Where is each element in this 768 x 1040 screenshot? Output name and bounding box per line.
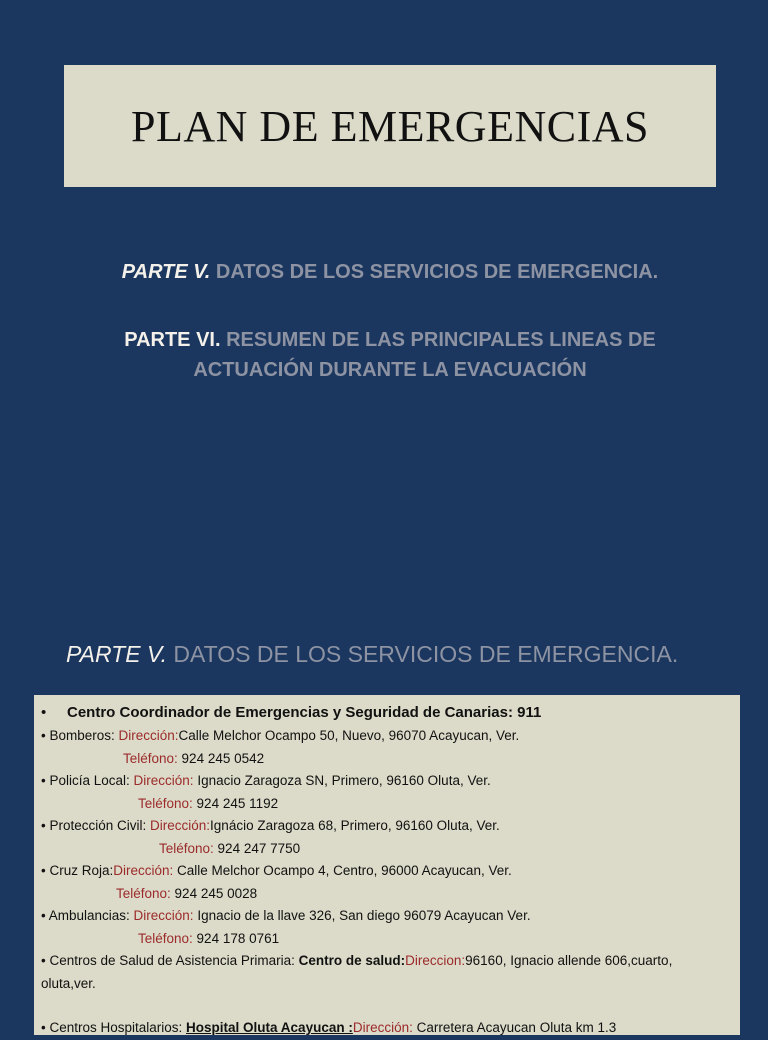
direccion-value: Calle Melchor Ocampo 4, Centro, 96000 Acayucan, Ver. (173, 863, 512, 878)
part-v-label: PARTE V. (121, 261, 211, 283)
direccion-value: Ignacio de la llave 326, San diego 96079 Acayucan Ver. (193, 908, 531, 923)
title-box (64, 65, 716, 187)
main-item-text: Centro Coordinador de Emergencias y Seguridad de Canarias: 911 (67, 704, 542, 721)
direccion-value: 96160, Ignacio allende 606,cuarto, oluta,ver. (41, 953, 673, 991)
item-label: • Policía Local: (41, 773, 134, 788)
item-label: • Centros de Salud de Asistencia Primaria: (41, 953, 299, 968)
list-item-policia-tel (41, 793, 730, 816)
item-label: • Ambulancias: (41, 908, 134, 923)
direccion-value: Ignacio Zaragoza SN, Primero, 96160 Oluta, Ver. (193, 773, 491, 788)
direccion-label: Dirección: (150, 818, 211, 833)
list-item-centros-hospitalarios (41, 1017, 730, 1040)
part-v-text: DATOS DE LOS SERVICIOS DE EMERGENCIA. (210, 261, 659, 283)
telefono-label: Teléfono: (116, 885, 171, 901)
main-list-item (41, 701, 730, 725)
centro-salud-label: Centro de salud: (298, 953, 406, 968)
telefono-value: 924 178 0761 (192, 930, 280, 946)
list-item-proteccion-civil (41, 815, 730, 838)
direccion-label: Dirección: (352, 1020, 413, 1035)
direccion-value: Ignácio Zaragoza 68, Primero, 96160 Oluta, Ver. (210, 818, 500, 833)
item-label: • Protección Civil: (41, 818, 151, 833)
direccion-label: Direccion: (405, 953, 466, 968)
spacer (41, 995, 730, 1017)
part-vi-label: PARTE VI. (124, 329, 221, 351)
list-item-bomberos-tel (41, 748, 730, 771)
hospital-label: Hospital Oluta Acayucan : (186, 1020, 353, 1035)
direccion-label: Dirección: (133, 773, 194, 788)
telefono-value: 924 247 7750 (213, 840, 301, 856)
heading-part-label: PARTE V. (66, 641, 167, 667)
list-item-cruz-roja (41, 860, 730, 883)
telefono-value: 924 245 1192 (192, 795, 279, 811)
direccion-value: Calle Melchor Ocampo 50, Nuevo, 96070 Acayucan, Ver. (178, 728, 520, 743)
direccion-label: Dirección: (113, 863, 174, 878)
item-label: • Bomberos: (41, 728, 119, 743)
direccion-value: Carretera Acayucan Oluta km 1.3 (412, 1020, 617, 1035)
page-title: PLAN DE EMERGENCIAS (131, 101, 649, 151)
telefono-label: Teléfono: (123, 750, 178, 766)
list-item-cruz-roja-tel (41, 883, 730, 906)
item-label: • Cruz Roja: (41, 863, 114, 878)
list-item-proteccion-civil-tel (41, 838, 730, 861)
subtitle-part-vi (110, 325, 670, 385)
telefono-label: Teléfono: (138, 795, 193, 811)
list-item-ambulancias (41, 905, 730, 928)
section-heading (66, 637, 756, 671)
telefono-label: Teléfono: (138, 930, 193, 946)
telefono-value: 924 245 0542 (177, 750, 265, 766)
list-item-ambulancias-tel (41, 928, 730, 951)
heading-text: DATOS DE LOS SERVICIOS DE EMERGENCIA. (166, 641, 679, 667)
direccion-label: Dirección: (118, 728, 179, 743)
list-item-policia (41, 770, 730, 793)
telefono-label: Teléfono: (159, 840, 214, 856)
list-item-bomberos (41, 725, 730, 748)
part-vi-text: RESUMEN DE LAS PRINCIPALES LINEAS DE ACTUACIÓN DURANTE LA EVACUACIÓN (193, 329, 656, 381)
emergency-services-list (34, 695, 740, 1035)
direccion-label: Dirección: (133, 908, 194, 923)
item-label: • Centros Hospitalarios: (41, 1020, 187, 1035)
list-item-centros-salud (41, 950, 730, 995)
bullet-icon: • (41, 704, 47, 721)
telefono-value: 924 245 0028 (170, 885, 258, 901)
subtitle-part-v (110, 257, 670, 287)
